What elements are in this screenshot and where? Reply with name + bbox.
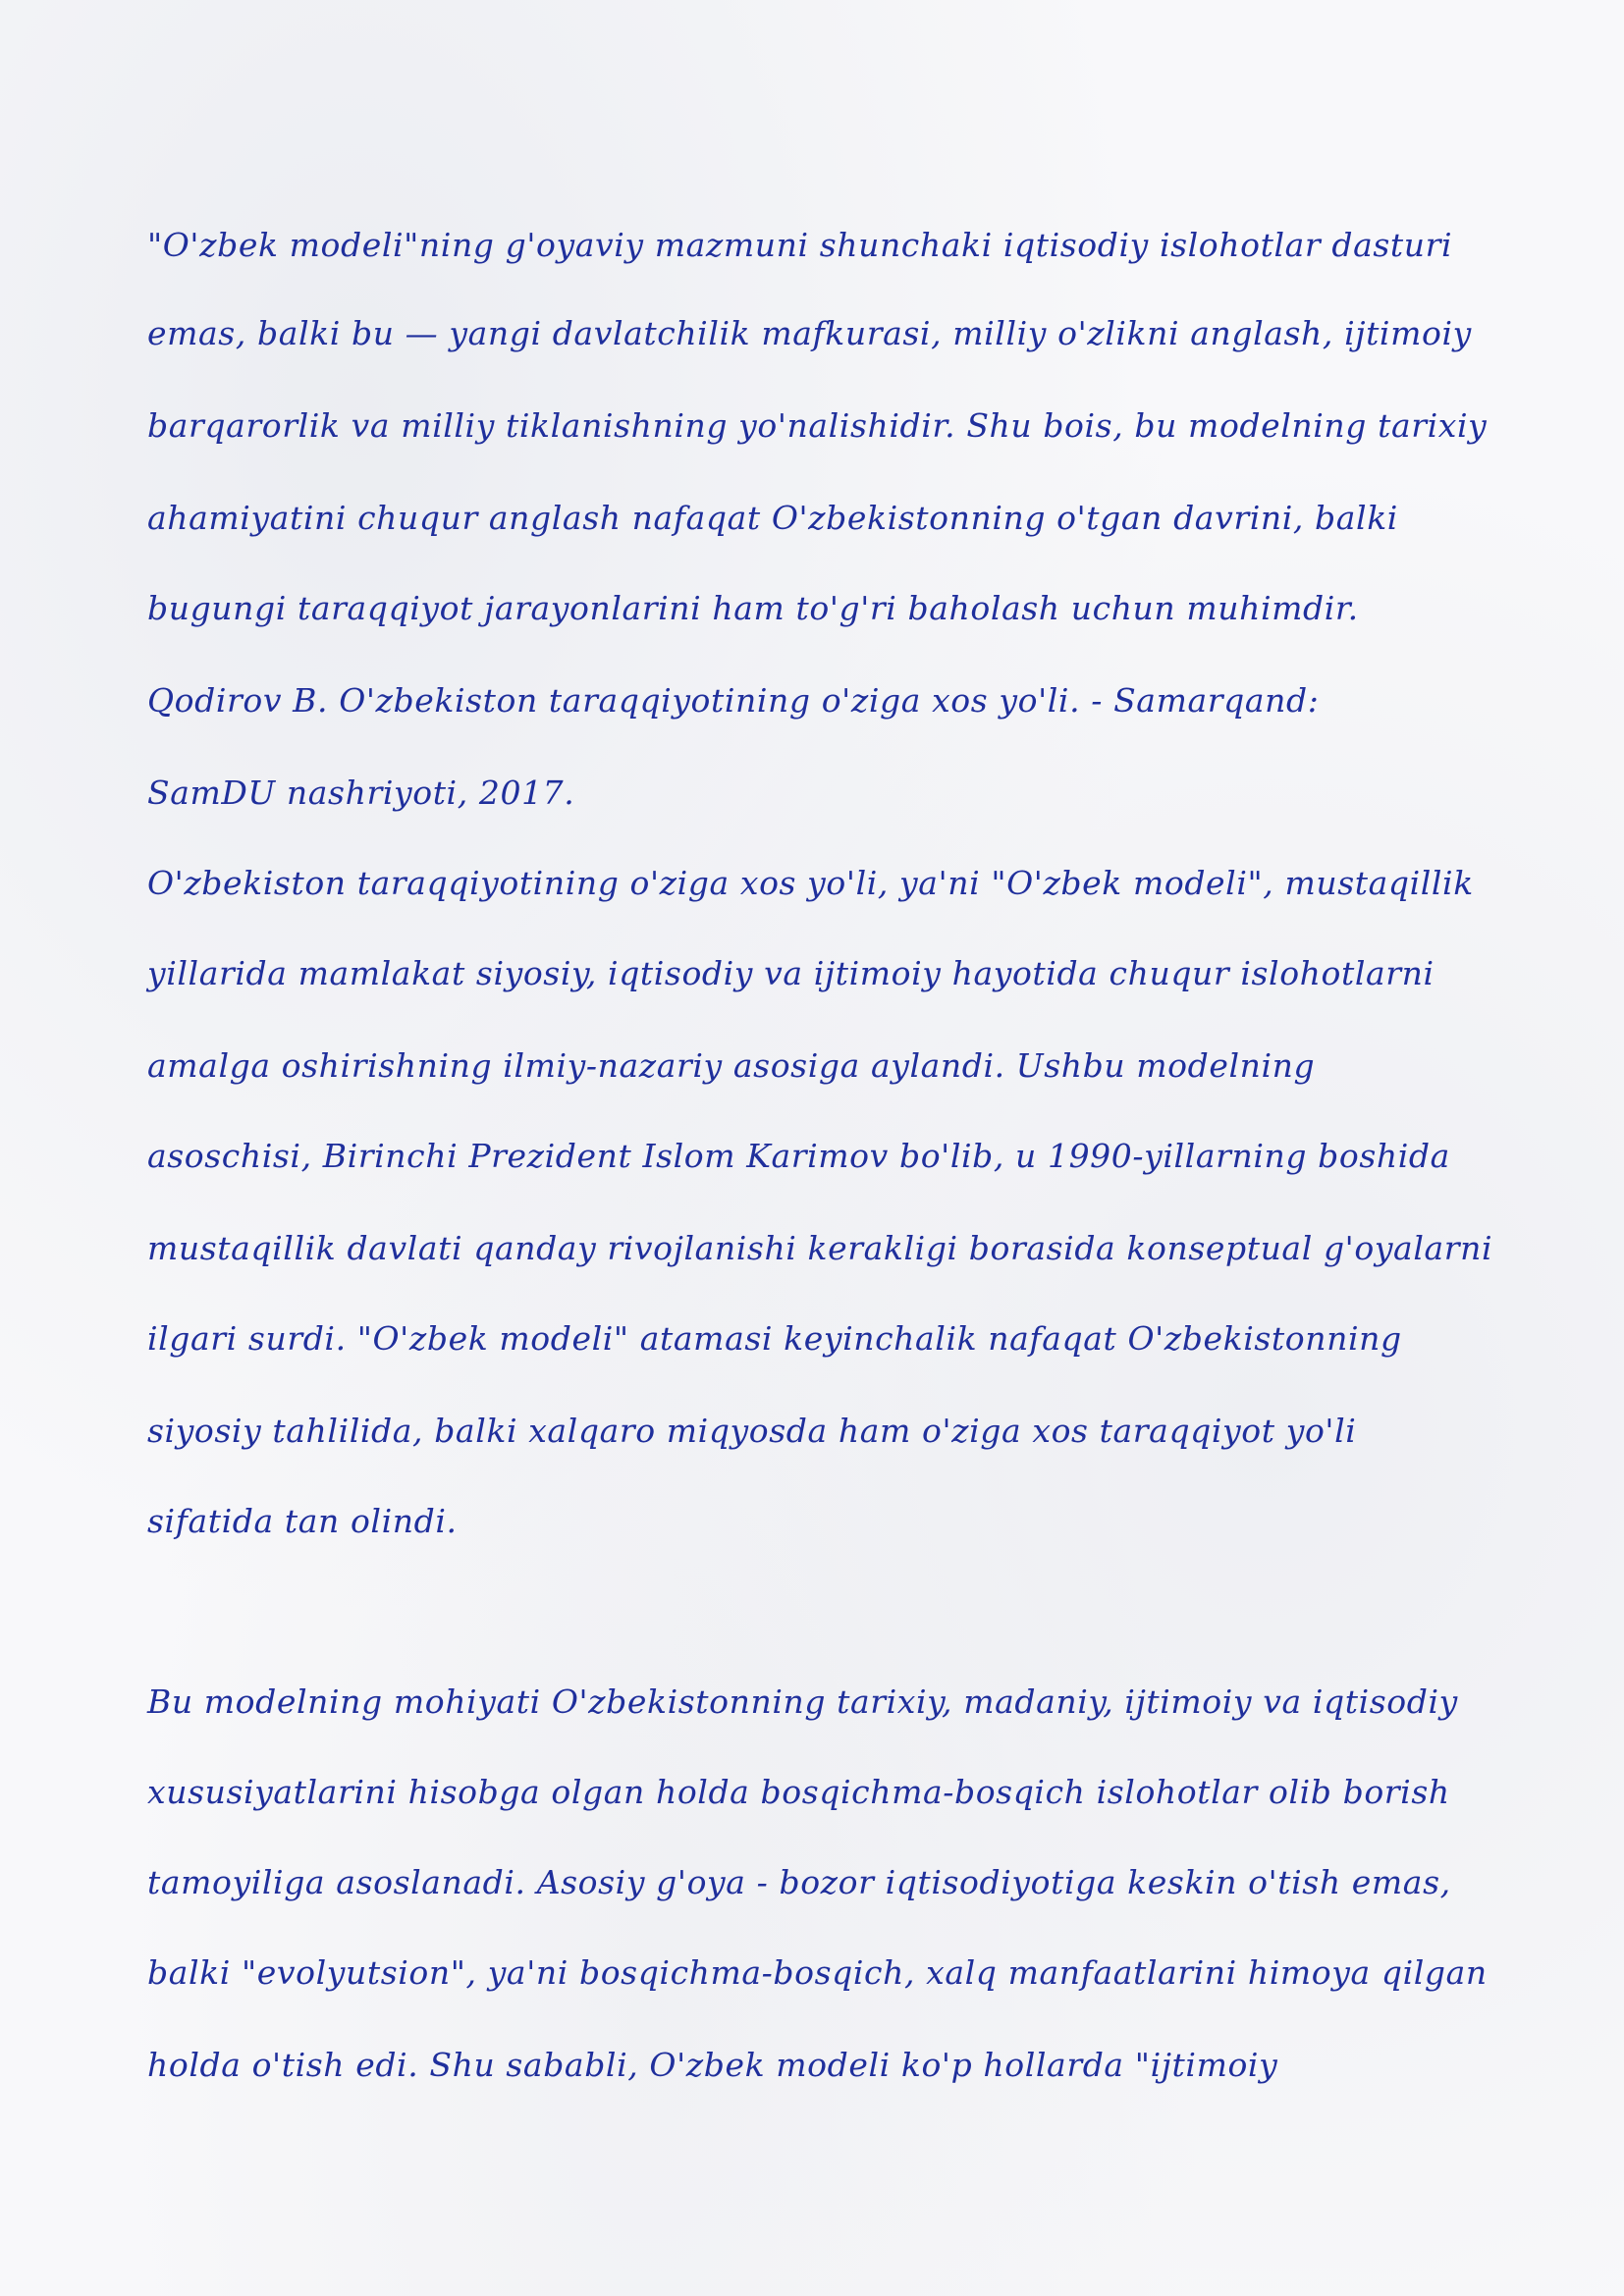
paragraph-1-line-4: ahamiyatini chuqur anglash nafaqat O'zbekistonning o'tgan davrini, balki xyxy=(147,499,1398,537)
citation-line-2: SamDU nashriyoti, 2017. xyxy=(147,774,575,812)
paragraph-3-line-2: xususiyatlarini hisobga olgan holda bosqichma-bosqich islohotlar olib borish xyxy=(147,1773,1450,1811)
paragraph-3-line-3: tamoyiliga asoslanadi. Asosiy g'oya - bozor iqtisodiyotiga keskin o'tish emas, xyxy=(147,1863,1451,1901)
paragraph-1-line-1: "O'zbek modeli"ning g'oyaviy mazmuni shunchaki iqtisodiy islohotlar dasturi xyxy=(147,226,1453,264)
paragraph-1-line-5: bugungi taraqqiyot jarayonlarini ham to'g'ri baholash uchun muhimdir. xyxy=(147,589,1359,627)
paragraph-2-line-7: siyosiy tahlilida, balki xalqaro miqyosda ham o'ziga xos taraqqiyot yo'li xyxy=(147,1412,1357,1450)
paragraph-2-line-3: amalga oshirishning ilmiy-nazariy asosiga aylandi. Ushbu modelning xyxy=(147,1046,1316,1085)
paragraph-3-line-5: holda o'tish edi. Shu sababli, O'zbek modeli ko'p hollarda "ijtimoiy xyxy=(147,2046,1278,2084)
citation-line-1: Qodirov B. O'zbekiston taraqqiyotining o'ziga xos yo'li. - Samarqand: xyxy=(147,681,1320,720)
paragraph-3-line-4: balki "evolyutsion", ya'ni bosqichma-bosqich, xalq manfaatlarini himoya qilgan xyxy=(147,1953,1488,1992)
paragraph-1-line-2: emas, balki bu — yangi davlatchilik mafkurasi, milliy o'zlikni anglash, ijtimoiy xyxy=(147,314,1472,352)
paragraph-2-line-6: ilgari surdi. "O'zbek modeli" atamasi keyinchalik nafaqat O'zbekistonning xyxy=(147,1319,1402,1358)
paragraph-3-line-1: Bu modelning mohiyati O'zbekistonning tarixiy, madaniy, ijtimoiy va iqtisodiy xyxy=(147,1682,1458,1721)
paragraph-2-line-1: O'zbekiston taraqqiyotining o'ziga xos yo'li, ya'ni "O'zbek modeli", mustaqillik xyxy=(147,864,1474,902)
paragraph-1-line-3: barqarorlik va milliy tiklanishning yo'nalishidir. Shu bois, bu modelning tarixiy xyxy=(147,406,1488,445)
paragraph-2-line-5: mustaqillik davlati qanday rivojlanishi kerakligi borasida konseptual g'oyalarni xyxy=(147,1229,1493,1267)
paragraph-2-line-4: asoschisi, Birinchi Prezident Islom Karimov bo'lib, u 1990-yillarning boshida xyxy=(147,1137,1450,1175)
paragraph-2-line-8: sifatida tan olindi. xyxy=(147,1502,458,1540)
paragraph-2-line-2: yillarida mamlakat siyosiy, iqtisodiy va ijtimoiy hayotida chuqur islohotlarni xyxy=(147,954,1435,992)
